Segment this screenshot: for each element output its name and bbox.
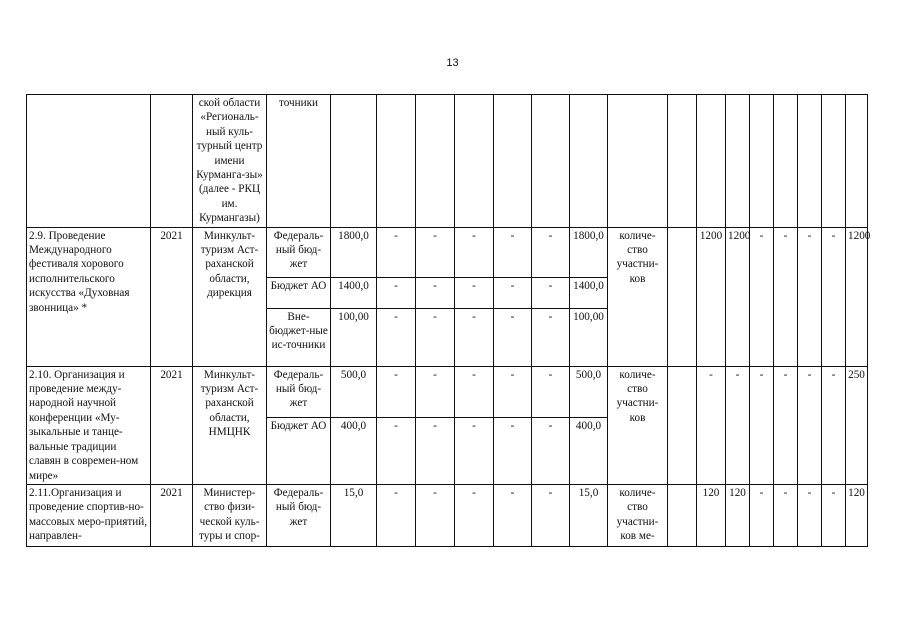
funding-amount: 1800,0 [331, 227, 377, 277]
target-value [668, 484, 697, 546]
quarter-value: - [494, 484, 532, 546]
funding-amount: 100,00 [331, 308, 377, 366]
funding-amount: 400,0 [331, 418, 377, 485]
quarter-value: - [532, 418, 570, 485]
indicator: количе-ство участни-ков [608, 227, 668, 366]
quarter-value: - [532, 484, 570, 546]
event-executor: Минкульт-туризм Аст-раханской области, НМЦНК [193, 366, 267, 484]
quarter-value: - [494, 418, 532, 485]
quarter-value: - [416, 366, 455, 418]
quarter-value: - [455, 418, 494, 485]
funding-source: Вне-бюджет-ные ис-точники [267, 308, 331, 366]
quarter-value: - [532, 308, 570, 366]
funding-source: Бюджет АО [267, 277, 331, 308]
quarter-value: - [455, 277, 494, 308]
target-value [668, 227, 697, 366]
target-value: - [750, 484, 774, 546]
cell-name [27, 95, 151, 228]
quarter-value: - [455, 227, 494, 277]
target-value: - [822, 227, 846, 366]
event-executor: Минкульт-туризм Аст-раханской области, дирекция [193, 227, 267, 366]
target-value: - [750, 366, 774, 484]
target-value: 120 [726, 484, 750, 546]
quarter-value: - [377, 366, 416, 418]
quarter-value: - [377, 277, 416, 308]
event-name: 2.10. Организация и проведение между-народной научной конференции «Му-зыкальные и танце-вальные традиции славян в современ-ном мире» [27, 366, 151, 484]
funding-amount: 15,0 [331, 484, 377, 546]
cell-year [151, 95, 193, 228]
funding-amount: 1400,0 [331, 277, 377, 308]
target-value: - [697, 366, 726, 484]
target-value: - [822, 366, 846, 484]
quarter-value: - [377, 484, 416, 546]
cell-executor: ской области «Региональ-ный куль-турный центр имени Курманга-зы» (далее - РКЦ им. Курмангазы) [193, 95, 267, 228]
funding-source: Федераль-ный бюд-жет [267, 484, 331, 546]
row-2-11-federal [27, 484, 868, 546]
quarter-value: - [532, 366, 570, 418]
target-value: 250 [846, 366, 868, 484]
quarter-value: - [455, 308, 494, 366]
target-value: 1200 [697, 227, 726, 366]
event-executor: Министер-ство физи-ческой куль-туры и спор- [193, 484, 267, 546]
quarter-value: - [377, 227, 416, 277]
funding-source: Бюджет АО [267, 418, 331, 485]
quarter-value: - [377, 418, 416, 485]
quarter-value: - [494, 308, 532, 366]
funding-amount: 500,0 [331, 366, 377, 418]
quarter-value: - [494, 366, 532, 418]
quarter-value: - [494, 227, 532, 277]
funding-total: 500,0 [570, 366, 608, 418]
target-value: - [822, 484, 846, 546]
event-year: 2021 [151, 366, 193, 484]
quarter-value: - [455, 366, 494, 418]
quarter-value: - [416, 308, 455, 366]
target-value: - [774, 227, 798, 366]
funding-total: 15,0 [570, 484, 608, 546]
target-value: - [726, 366, 750, 484]
target-value [668, 366, 697, 484]
funding-total: 400,0 [570, 418, 608, 485]
row-2-10-federal [27, 366, 868, 418]
program-table [26, 94, 871, 547]
cell-source: точники [267, 95, 331, 228]
target-value: - [798, 366, 822, 484]
target-value: 120 [846, 484, 868, 546]
quarter-value: - [377, 308, 416, 366]
quarter-value: - [532, 277, 570, 308]
quarter-value: - [455, 484, 494, 546]
event-name: 2.9. Проведение Международного фестиваля хорового исполнительского искусства «Духовная звонница» * [27, 227, 151, 366]
indicator: количе-ство участни-ков ме- [608, 484, 668, 546]
quarter-value: - [416, 418, 455, 485]
target-value: 1200 [846, 227, 868, 366]
target-value: - [774, 366, 798, 484]
target-value: - [798, 484, 822, 546]
quarter-value: - [416, 227, 455, 277]
continuation-row [27, 95, 868, 228]
funding-total: 1400,0 [570, 277, 608, 308]
page-number: 13 [446, 57, 459, 69]
quarter-value: - [416, 484, 455, 546]
funding-source: Федераль-ный бюд-жет [267, 366, 331, 418]
event-name: 2.11.Организация и проведение спортив-но-массовых меро-приятий, направлен- [27, 484, 151, 546]
row-2-9-federal [27, 227, 868, 277]
quarter-value: - [494, 277, 532, 308]
target-value: - [750, 227, 774, 366]
target-value: 1200 [726, 227, 750, 366]
target-value: 120 [697, 484, 726, 546]
quarter-value: - [532, 227, 570, 277]
funding-total: 100,00 [570, 308, 608, 366]
quarter-value: - [416, 277, 455, 308]
event-year: 2021 [151, 227, 193, 366]
event-year: 2021 [151, 484, 193, 546]
target-value: - [774, 484, 798, 546]
funding-source: Федераль-ный бюд-жет [267, 227, 331, 277]
target-value: - [798, 227, 822, 366]
funding-total: 1800,0 [570, 227, 608, 277]
indicator: количе-ство участни-ков [608, 366, 668, 484]
